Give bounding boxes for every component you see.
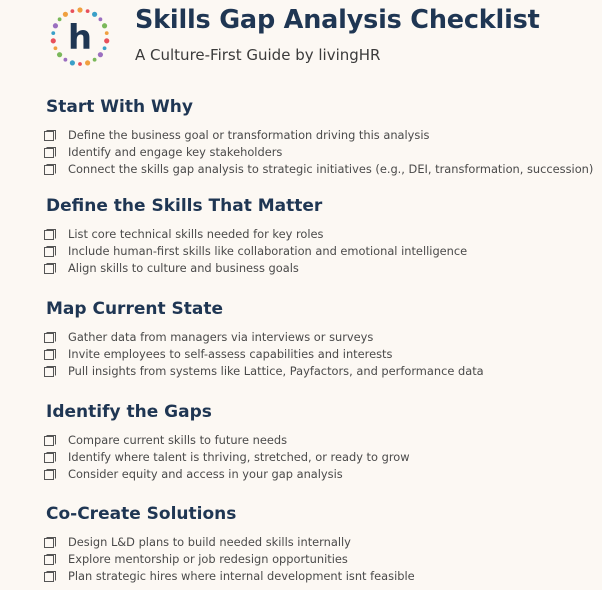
checklist-item: [44, 329, 596, 346]
checklist-item: [44, 551, 596, 568]
logo-dot: [86, 9, 90, 13]
logo-dot: [54, 46, 58, 50]
checklist-item-text: Align skills to culture and business goals: [68, 261, 299, 275]
logo-dot: [63, 12, 68, 17]
checklist-item: [44, 363, 596, 380]
checkbox-unchecked-icon[interactable]: [44, 263, 56, 275]
checklist: [44, 432, 596, 483]
checkbox-unchecked-icon[interactable]: [44, 229, 56, 241]
checkbox-unchecked-icon[interactable]: [44, 554, 56, 566]
logo-dot: [51, 31, 55, 35]
checklist-item-text: Design L&D plans to build needed skills internally: [68, 535, 351, 549]
checklist-item: [44, 568, 596, 585]
checklist-item-text: Include human-first skills like collaboration and emotional intelligence: [68, 244, 468, 258]
checkbox-unchecked-icon[interactable]: [44, 147, 56, 159]
section-heading: Define the Skills That Matter: [46, 196, 323, 216]
logo-dot: [104, 38, 109, 43]
checklist-item: [44, 144, 596, 161]
logo-dot: [85, 60, 90, 65]
checklist-item: [44, 466, 596, 483]
checkbox-unchecked-icon[interactable]: [44, 164, 56, 176]
checklist-item: [44, 449, 596, 466]
checklist-item-text: List core technical skills needed for key roles: [68, 227, 324, 241]
livinghr-logo-icon: [48, 5, 112, 69]
checkbox-unchecked-icon[interactable]: [44, 537, 56, 549]
checkbox-unchecked-icon[interactable]: [44, 435, 56, 447]
checkbox-unchecked-icon[interactable]: [44, 366, 56, 378]
logo-dot: [99, 17, 103, 21]
checklist-item: [44, 260, 596, 277]
checklist-item-text: Identify where talent is thriving, stretched, or ready to grow: [68, 450, 410, 464]
checklist-item-text: Plan strategic hires where internal development isnt feasible: [68, 569, 415, 583]
logo-dot: [105, 31, 109, 35]
checklist-item: [44, 161, 596, 178]
checklist-item-text: Pull insights from systems like Lattice, Payfactors, and performance data: [68, 364, 484, 378]
checklist-item-text: Invite employees to self-assess capabilities and interests: [68, 347, 393, 361]
checkbox-unchecked-icon[interactable]: [44, 452, 56, 464]
checklist: [44, 329, 596, 380]
page-header: [0, 0, 602, 80]
checklist-item: [44, 127, 596, 144]
section-heading: Co-Create Solutions: [46, 504, 237, 524]
section-heading: Map Current State: [46, 299, 223, 319]
checkbox-unchecked-icon[interactable]: [44, 571, 56, 583]
checkbox-unchecked-icon[interactable]: [44, 469, 56, 481]
checklist-item: [44, 534, 596, 551]
checklist-item-text: Define the business goal or transformation driving this analysis: [68, 128, 430, 142]
checklist-item-text: Connect the skills gap analysis to strategic initiatives (e.g., DEI, transformation, succession): [68, 162, 594, 176]
checkbox-unchecked-icon[interactable]: [44, 130, 56, 142]
logo-dot: [78, 62, 82, 66]
checklist-item-text: Identify and engage key stakeholders: [68, 145, 283, 159]
logo-dot: [70, 60, 75, 65]
page-subtitle: A Culture-First Guide by livingHR: [135, 46, 381, 64]
checklist: [44, 226, 596, 277]
logo-dot: [51, 38, 56, 43]
checkbox-unchecked-icon[interactable]: [44, 349, 56, 361]
checklist-item-text: Consider equity and access in your gap analysis: [68, 467, 343, 481]
logo-dot: [93, 58, 97, 62]
section-heading: Identify the Gaps: [46, 402, 212, 422]
checklist-item-text: Compare current skills to future needs: [68, 433, 288, 447]
page-title: Skills Gap Analysis Checklist: [135, 5, 540, 35]
logo-dot: [58, 17, 62, 21]
logo-dot: [103, 46, 107, 50]
checklist-item: [44, 346, 596, 363]
logo-dot: [92, 12, 97, 17]
logo-letter: h: [67, 18, 93, 58]
checklist-item-text: Explore mentorship or job redesign opportunities: [68, 552, 348, 566]
logo-dot: [57, 52, 62, 57]
section-heading: Start With Why: [46, 97, 193, 117]
logo-dot: [98, 52, 103, 57]
checkbox-unchecked-icon[interactable]: [44, 332, 56, 344]
checklist-item: [44, 243, 596, 260]
checklist: [44, 534, 596, 585]
logo-dot: [77, 7, 82, 12]
logo-dot: [102, 23, 107, 28]
logo-dot: [70, 9, 74, 13]
checklist-item-text: Gather data from managers via interviews or surveys: [68, 330, 374, 344]
checklist-item: [44, 226, 596, 243]
checklist-item: [44, 432, 596, 449]
checklist: [44, 127, 596, 178]
logo-dot: [64, 58, 68, 62]
checkbox-unchecked-icon[interactable]: [44, 246, 56, 258]
logo-dot: [53, 23, 58, 28]
